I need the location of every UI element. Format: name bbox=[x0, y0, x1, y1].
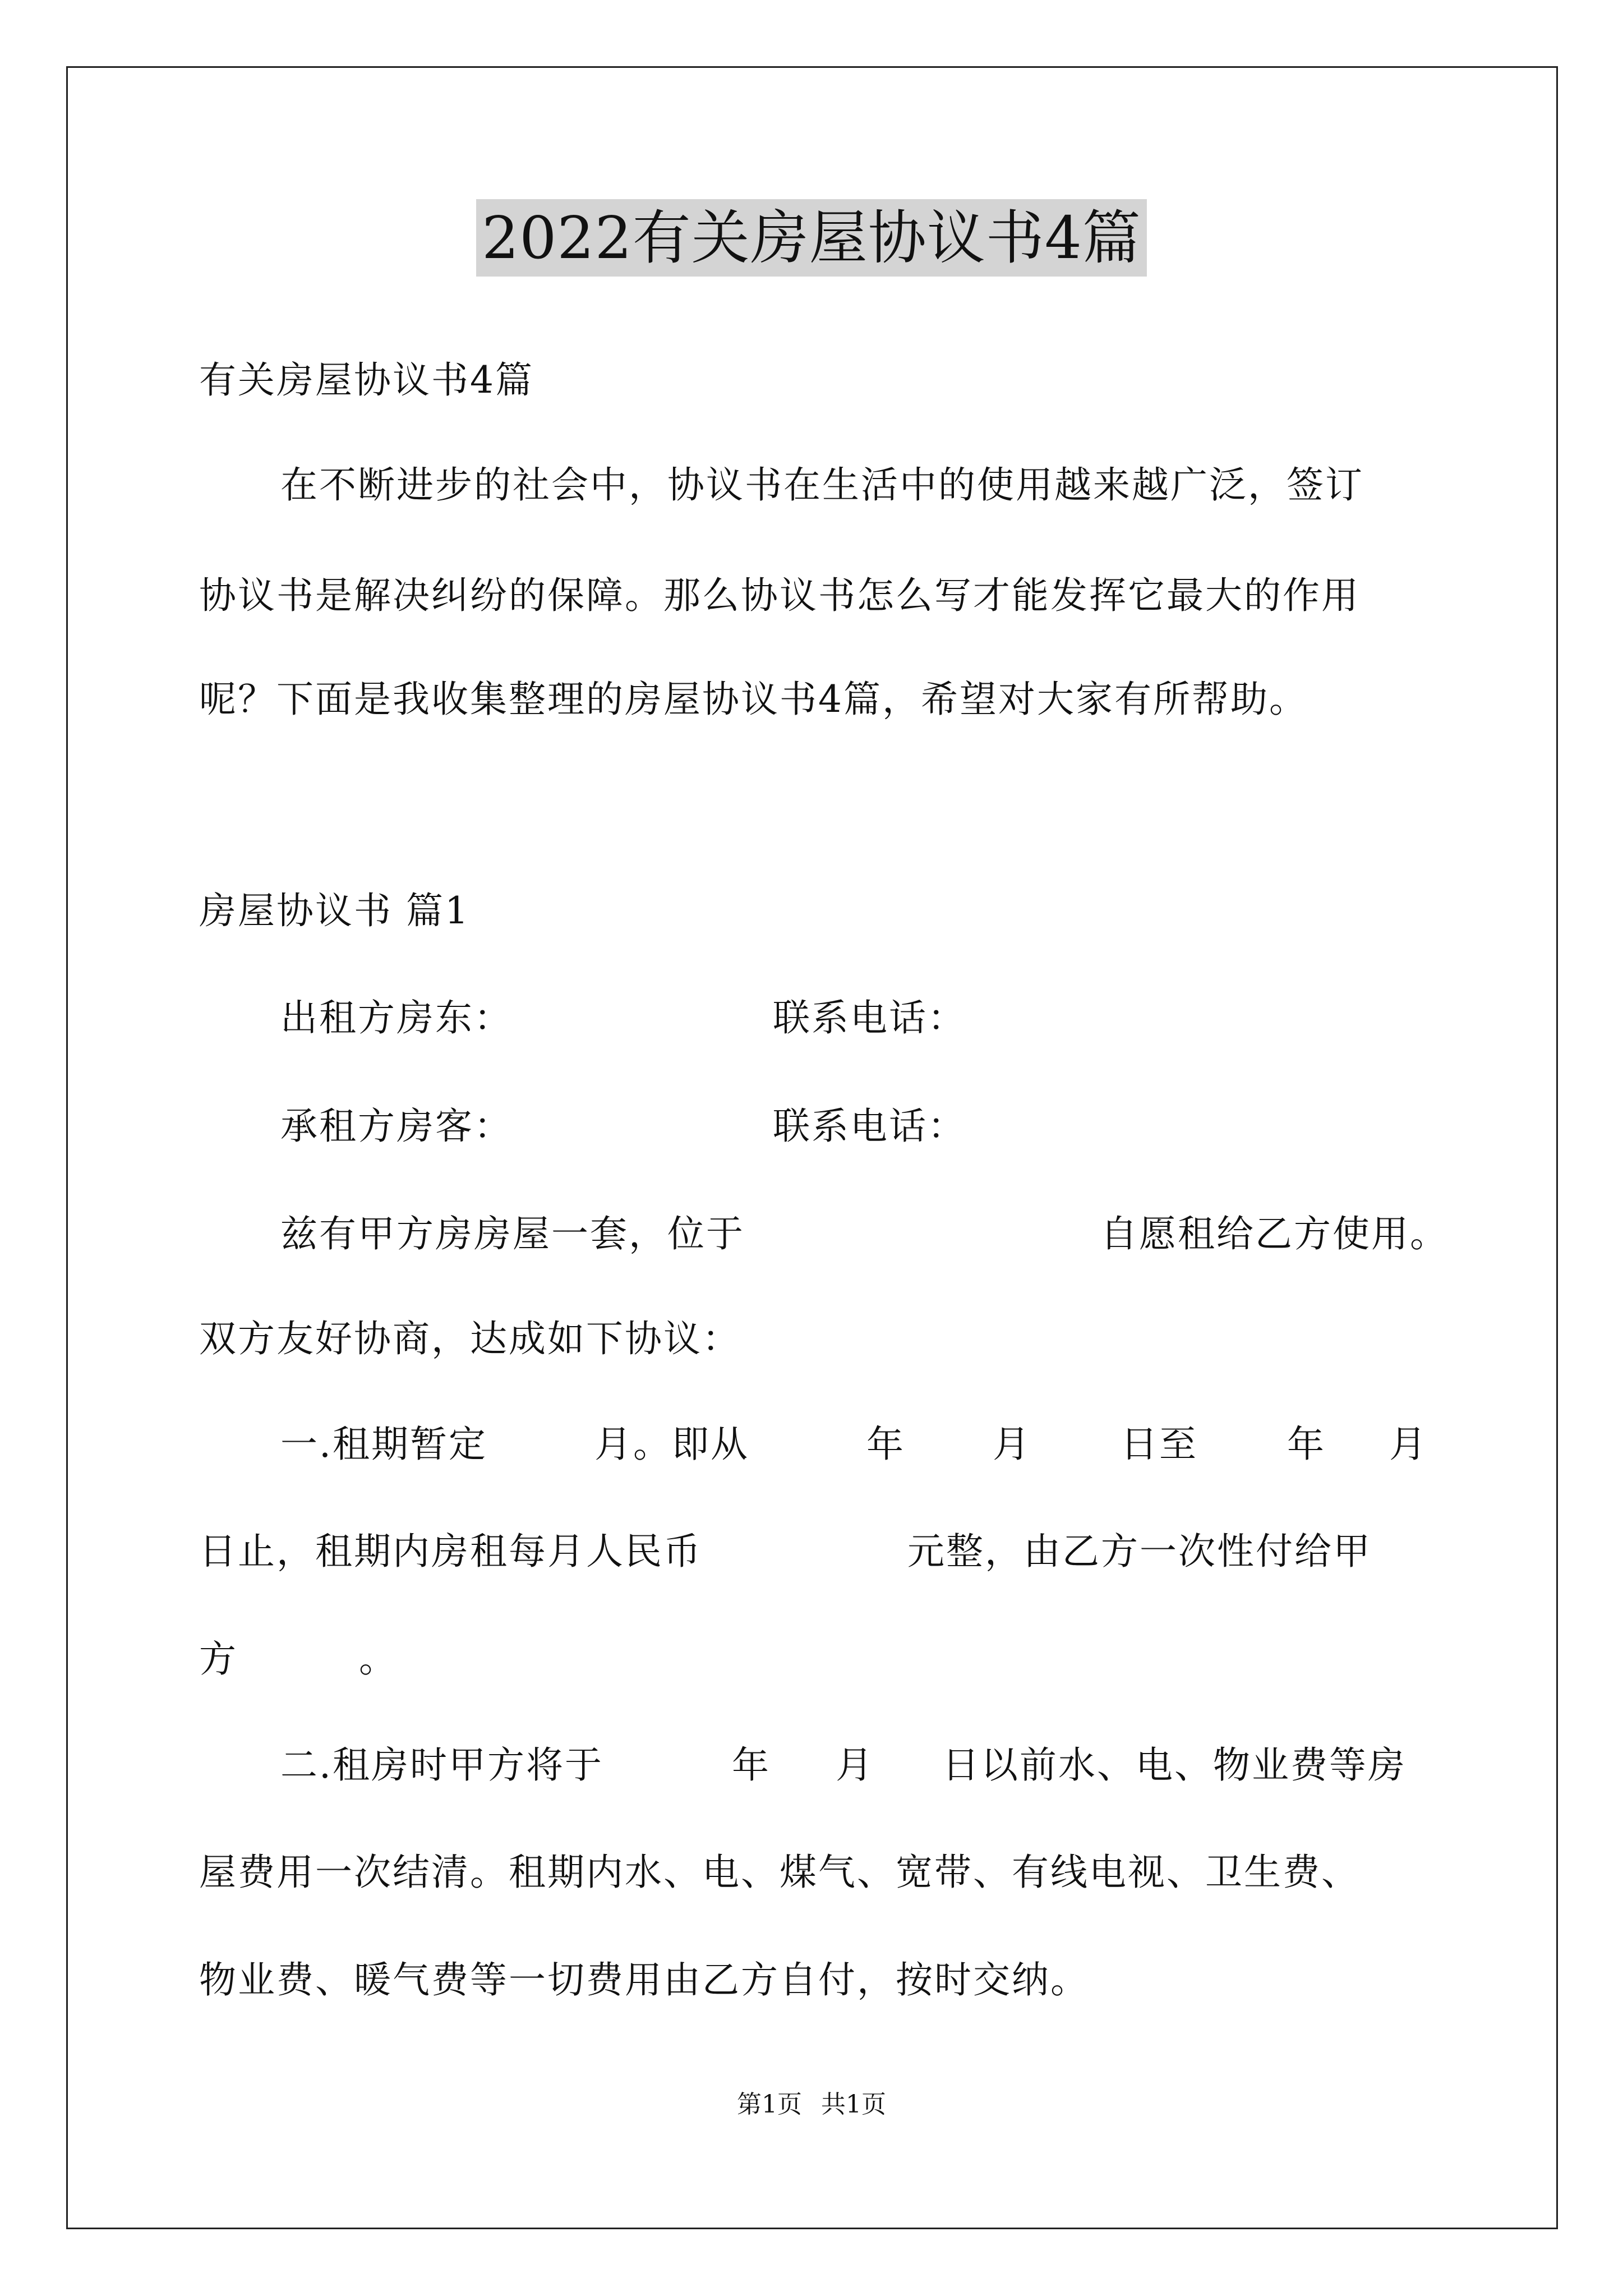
clause-intro-line-2: 双方友好协商，达成如下协议： bbox=[199, 1317, 741, 1360]
tenant-label: 承租方房客： bbox=[280, 1105, 513, 1148]
section-heading: 房屋协议书 篇1 bbox=[199, 889, 470, 932]
clause-1-line-2-b: 元整，由乙方一次性付给甲 bbox=[907, 1530, 1372, 1573]
clause-1-line-3-b: 。 bbox=[359, 1637, 398, 1681]
tenant-phone-label: 联系电话： bbox=[773, 1105, 966, 1148]
intro-line-3: 呢？下面是我收集整理的房屋协议书4篇，希望对大家有所帮助。 bbox=[199, 678, 1308, 721]
clause-1-month: 月 bbox=[993, 1423, 1031, 1466]
clause-2-line-1-a: 二.租房时甲方将于 bbox=[280, 1743, 603, 1787]
clause-1-line-1-b: 月。即从 bbox=[594, 1423, 749, 1466]
clause-1-line-2-a: 日止，租期内房租每月人民币 bbox=[199, 1530, 702, 1573]
clause-1-year: 年 bbox=[866, 1423, 905, 1466]
landlord-phone-label: 联系电话： bbox=[773, 996, 966, 1039]
title-container bbox=[0, 199, 1623, 277]
clause-1-line-3-a: 方 bbox=[199, 1637, 238, 1681]
document-subtitle: 有关房屋协议书4篇 bbox=[199, 358, 534, 402]
clause-2-line-1-b: 日以前水、电、物业费等房 bbox=[942, 1743, 1407, 1787]
intro-line-2: 协议书是解决纠纷的保障。那么协议书怎么写才能发挥它最大的作用 bbox=[199, 574, 1360, 617]
clause-2-year: 年 bbox=[732, 1743, 771, 1787]
clause-1-year-2: 年 bbox=[1287, 1423, 1326, 1466]
clause-2-month: 月 bbox=[836, 1743, 874, 1787]
clause-2-line-3: 物业费、暖气费等一切费用由乙方自付，按时交纳。 bbox=[199, 1958, 1089, 2001]
clause-1-month-2: 月 bbox=[1389, 1423, 1428, 1466]
intro-line-1: 在不断进步的社会中，协议书在生活中的使用越来越广泛，签订 bbox=[280, 463, 1364, 507]
page-total: 共1页 bbox=[821, 2090, 886, 2119]
page-footer bbox=[0, 2088, 1623, 2122]
clause-intro-part-a: 兹有甲方房房屋一套，位于 bbox=[280, 1212, 745, 1255]
document-title: 2022有关房屋协议书4篇 bbox=[476, 199, 1147, 277]
landlord-label: 出租方房东： bbox=[280, 996, 513, 1039]
clause-1-line-1-a: 一.租期暂定 bbox=[280, 1423, 487, 1466]
clause-intro-part-b: 自愿租给乙方使用。 bbox=[1100, 1212, 1449, 1255]
clause-2-line-2: 屋费用一次结清。租期内水、电、煤气、宽带、有线电视、卫生费、 bbox=[199, 1851, 1360, 1894]
page-number: 第1页 bbox=[737, 2090, 802, 2119]
clause-1-day-to: 日至 bbox=[1121, 1423, 1198, 1466]
